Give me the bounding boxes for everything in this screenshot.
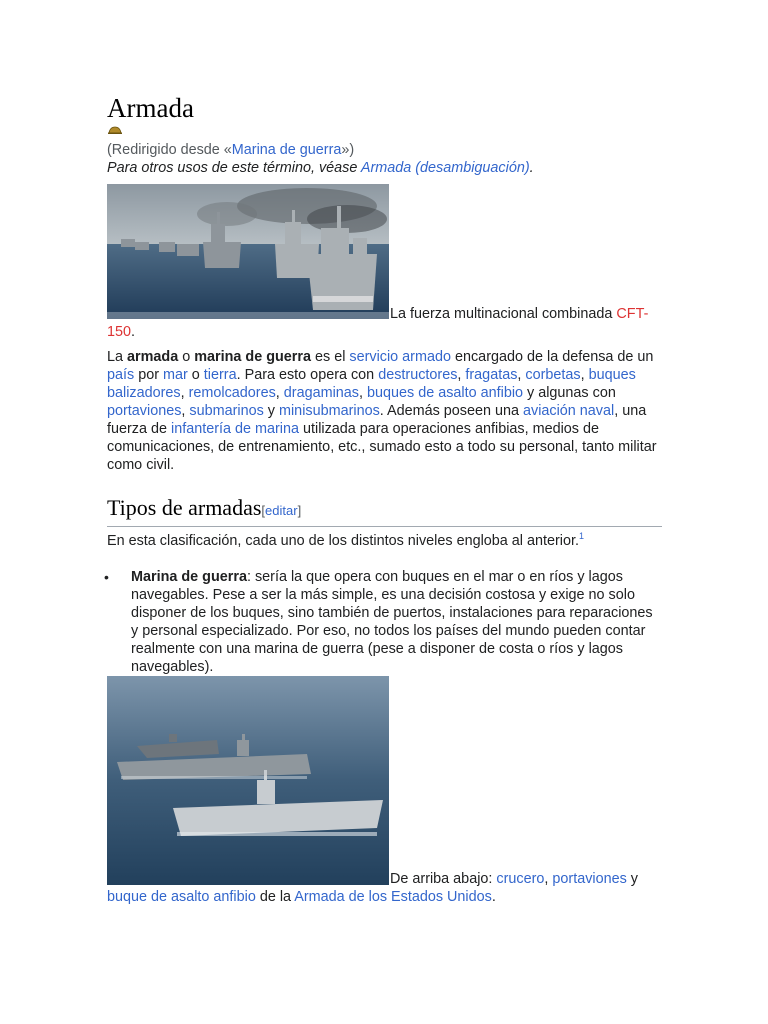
figure2-text: , — [544, 871, 553, 887]
figure1-caption-text: La fuerza multinacional combinada — [390, 306, 617, 322]
remolcadores-link[interactable]: remolcadores — [188, 385, 276, 401]
intro-bold: armada — [127, 349, 179, 365]
intro-text: encargado de la defensa de un — [450, 349, 654, 365]
redirect-suffix: ») — [341, 142, 355, 158]
section-intro-text: En esta clasificación, cada uno de los distintos niveles engloba al anterior. — [107, 533, 579, 549]
portaviones-link[interactable]: portaviones — [107, 403, 182, 419]
crucero-link[interactable]: crucero — [496, 871, 545, 887]
hatnote-end: . — [529, 160, 534, 176]
redirect-prefix: (Redirigido desde « — [107, 142, 232, 158]
intro-paragraph — [107, 348, 662, 474]
intro-text: , una fuerza de — [107, 403, 647, 437]
mar-link[interactable]: mar — [163, 367, 188, 383]
intro-text: y algunas con — [523, 385, 616, 401]
figure2-text: . — [491, 889, 496, 905]
intro-text: , — [181, 403, 190, 419]
intro-text: y — [263, 403, 279, 419]
armada-eeuu-link[interactable]: Armada de los Estados Unidos — [294, 889, 492, 905]
figure1-caption — [107, 305, 662, 341]
list-item-text: : sería la que opera con buques en el mar o en ríos y lagos navegables. Pese a ser la más simple, es una decisión costosa y exige no solo disponer de los buques, sino también de puertos, instalaciones para reparaciones y personal especializado. Por eso, no todos los países del mundo pueden contar realmente con una marina de guerra (pese a disponer de costa o ríos y lagos navegables). — [131, 569, 653, 675]
redirect-note — [107, 141, 354, 159]
dragaminas-link[interactable]: dragaminas — [283, 385, 359, 401]
intro-text: , — [457, 367, 466, 383]
intro-text: , — [580, 367, 589, 383]
corbetas-link[interactable]: corbetas — [525, 367, 581, 383]
edit-bracket: ] — [297, 503, 302, 518]
intro-text: por — [134, 367, 163, 383]
edit-bracket: [ — [261, 503, 266, 518]
cft150-link[interactable]: CFT-150 — [107, 306, 649, 340]
intro-text: o — [178, 349, 195, 365]
submarinos-link[interactable]: submarinos — [189, 403, 264, 419]
intro-bold: marina de guerra — [194, 349, 311, 365]
intro-text: o — [187, 367, 204, 383]
list-item-bold: Marina de guerra — [131, 569, 247, 585]
figure2-text: de la — [255, 889, 295, 905]
intro-text: utilizada para operaciones anfibias, medios de comunicaciones, de entrenamiento, etc., sumado esto a todo su personal, tanto militar como civil. — [107, 421, 657, 473]
hatnote-text: Para otros usos de este término, véase — [107, 160, 361, 176]
fragatas-link[interactable]: fragatas — [465, 367, 518, 383]
intro-text: , — [517, 367, 526, 383]
figure2-text: y — [626, 871, 639, 887]
warships-photo[interactable] — [107, 184, 389, 319]
portaviones-link-2[interactable]: portaviones — [552, 871, 627, 887]
section-heading — [107, 494, 662, 527]
reference-link[interactable]: 1 — [578, 531, 584, 541]
destructores-link[interactable]: destructores — [378, 367, 458, 383]
asalto-anfibio-link[interactable]: buques de asalto anfibio — [367, 385, 524, 401]
pais-link[interactable]: país — [107, 367, 135, 383]
asalto-anfibio-link-2[interactable]: buque de asalto anfibio — [107, 889, 256, 905]
bullet: • — [104, 569, 109, 585]
helmet-icon — [108, 126, 122, 134]
infanteria-link[interactable]: infantería de marina — [171, 421, 299, 437]
edit-link[interactable]: editar — [265, 503, 298, 518]
intro-text: . Además poseen una — [379, 403, 523, 419]
section-intro — [107, 532, 662, 550]
section-title: Tipos de armadas — [107, 495, 262, 520]
intro-text: , — [275, 385, 284, 401]
tierra-link[interactable]: tierra — [203, 367, 237, 383]
intro-text: es el — [311, 349, 350, 365]
section-edit — [261, 503, 301, 518]
figure1-caption-end: . — [131, 324, 136, 340]
intro-text: , — [180, 385, 189, 401]
page-title: Armada — [107, 93, 194, 123]
intro-text: , — [359, 385, 367, 401]
minisubmarinos-link[interactable]: minisubmarinos — [279, 403, 380, 419]
redirect-link[interactable]: Marina de guerra — [231, 142, 342, 158]
disambiguation-link[interactable]: Armada (desambiguación) — [360, 160, 530, 176]
figure2-text: De arriba abajo: — [390, 871, 497, 887]
balizadores-link[interactable]: buques balizadores — [107, 367, 636, 401]
intro-text: . Para esto opera con — [236, 367, 379, 383]
intro-text: La — [107, 349, 128, 365]
servicio-armado-link[interactable]: servicio armado — [349, 349, 451, 365]
hatnote — [107, 159, 534, 177]
carriers-photo[interactable] — [107, 676, 389, 885]
aviacion-naval-link[interactable]: aviación naval — [523, 403, 615, 419]
figure2-caption — [107, 870, 662, 906]
list-item — [131, 568, 662, 676]
